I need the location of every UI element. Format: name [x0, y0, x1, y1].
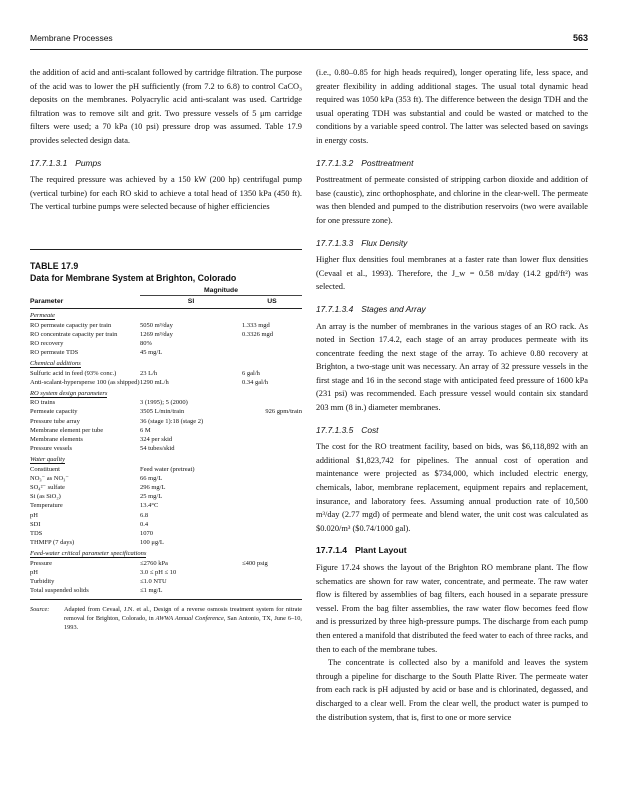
table-cell: ≤400 psig: [242, 559, 268, 567]
table-cell: Turbidity: [30, 578, 55, 586]
table-cell: THMFP (7 days): [30, 539, 75, 547]
table-row: [30, 568, 302, 577]
section-heading-flux: [316, 237, 588, 251]
paragraph: the addition of acid and anti-scalant followed by cartridge filtration. The purpose of the acid was to lower the pH sufficiently (from 7.2 to 6.8) to control CaCO₃ deposits on the membranes. Polyacrylic acid anti-scalant was used. Cartridge filtration was to remove silt and grit. Two pressure vessels of 5 μm carridge filters were used; a 70 kPa (10 psi) pressure drop was assumed. Table 17.9 provides selected design data.: [30, 68, 302, 145]
table-cell: 324 per skid: [140, 436, 173, 444]
table-cell: NO₃⁻ as NO₃⁻: [30, 474, 69, 482]
header-rule: [30, 49, 588, 50]
section-title: Cost: [361, 424, 379, 435]
table-title: Data for Membrane System at Brighton, Colorado: [30, 273, 237, 283]
table-cell: 1.333 mgd: [242, 321, 270, 329]
table-cell: Pressure: [30, 559, 53, 567]
table-category: Chemical additions: [30, 360, 81, 368]
paragraph: Posttreatment of permeate consisted of stripping carbon dioxide and addition of base (caustic), zinc orthophosphate, and chlorine in the clear-well. The permeate was then blended and pumped to the distribution reservoirs (two were available for one pressure zone).: [316, 175, 588, 225]
column-header-si: SI: [187, 298, 195, 306]
table-cell: RO permeate capacity per train: [30, 321, 112, 329]
source-text: [64, 605, 302, 632]
table-cell: Anti-scalant-hypersperse 100 (as shipped): [30, 378, 140, 386]
paragraph: (i.e., 0.80–0.85 for high heads required), longer operating life, less space, and greater flexibility in adding additional stages. The usual total dynamic head required was 1050 kPa (353 ft). The difference between the design TDH and the usual operating TDH was substantial and could be wasted or matched to the conditions by a variable speed control. The latter was selected based on savings in energy costs.: [316, 68, 588, 145]
table-cell: 5050 m³/day: [140, 321, 173, 329]
table-cell: 6.8: [140, 511, 149, 519]
table-cell: TDS: [30, 530, 43, 538]
right-column: [316, 66, 588, 724]
section-number: 17.7.1.3.4: [316, 303, 354, 314]
table-cell: 45 mg/L: [140, 349, 163, 357]
table-cell: RO permeate TDS: [30, 349, 79, 357]
table-cell: 66 mg/L: [140, 474, 163, 482]
table-row: [30, 520, 302, 529]
table-row: [30, 511, 302, 520]
running-title: Membrane Processes: [30, 33, 113, 43]
source-text-c: , San Antonio, TX, June 6–10, 1993.: [64, 614, 302, 631]
table-cell: SDI: [30, 520, 41, 528]
paragraph: The concentrate is collected also by a manifold and leaves the system through a pipeline for discharge to the South Platte River. The permeate water from each rack is pH adjusted by acid or base and is chlorinated, degassed, and discharged to a clear well. From the clear well, the product water is pumped to the distribution system, that is, first to one or more service: [316, 658, 588, 722]
table-cell: Membrane element per tube: [30, 426, 104, 434]
table-cell: 80%: [140, 340, 152, 348]
table-row: [30, 586, 302, 595]
table-row: [30, 529, 302, 538]
paragraph: Figure 17.24 shows the layout of the Brighton RO membrane plant. The flow schematics are shown for raw water, concentrate, and permeate. The raw water flow is filtered by assemblies of bag filters, each housed in a separate pressure vessel. From the bag filter assemblies, the raw water flow becomes feed flow and is pressurized by three high-pressure pumps. The discharge from each pump then entered a manifold that distributed the feed water to each of three racks, and then to each of the membrane tubes.: [316, 563, 588, 654]
table-cell: 0.34 gal/h: [242, 378, 268, 386]
table-cell: 926 gpm/train: [265, 408, 302, 416]
table-row: [30, 538, 302, 547]
table-row: [30, 426, 302, 435]
table-cell: 0.3326 mgd: [242, 330, 274, 338]
table-cell: 1290 mL/h: [140, 378, 169, 386]
section-heading-posttreatment: [316, 157, 588, 171]
table-17-9: [30, 249, 302, 632]
table-cell: Sulfuric acid in feed (93% conc.): [30, 369, 117, 377]
table-row: [30, 348, 302, 357]
table-cell: ≤1.0 NTU: [140, 578, 167, 586]
source-label: Source:: [30, 605, 50, 613]
source-text-a: Adapted from Cevaal, J.N. et al., Design of a reverse osmosis treatment system for nitrate removal for Brighton, Colorado, in: [64, 605, 302, 622]
column-header-us: US: [267, 298, 277, 306]
table-row: [30, 378, 302, 387]
table-bottom-rule: [30, 599, 302, 600]
table-cell: Si (as SiO₂): [30, 493, 61, 501]
section-title: Plant Layout: [355, 545, 407, 556]
table-category: Feed-water critical parameter specifications: [30, 550, 147, 558]
section-title: Stages and Array: [361, 303, 426, 314]
data-table: [30, 284, 302, 596]
table-row: [30, 559, 302, 568]
table-top-rule: [30, 249, 302, 250]
section-number: 17.7.1.3.2: [316, 157, 354, 168]
running-header: [30, 33, 588, 47]
table-cell: 23 L/h: [140, 369, 158, 377]
section-heading-stages: [316, 303, 588, 317]
section-number: 17.7.1.3.3: [316, 237, 354, 248]
section-number: 17.7.1.3.5: [316, 424, 354, 435]
table-cell: Pressure tube array: [30, 417, 80, 425]
table-cell: Permeate capacity: [30, 408, 78, 416]
table-cell: RO recovery: [30, 340, 64, 348]
table-category: RO system design parameters: [30, 390, 108, 398]
paragraph: An array is the number of membranes in the various stages of an RO rack. As noted in Section 17.4.2, each stage of an array produces permeate with its concentrate feeding the next stage of the array. To achieve 0.80 recovery at Brighton, a two-stage unit was necessary. An array of 32 pressure vessels in the first stage and 16 in the second stage with anticipated feed pressure of 1600 kPa (231 psi) was recommended. Each pressure vessel would contain six standard 203 mm (8 in.) diameter membranes.: [316, 321, 588, 413]
table-cell: 54 tubes/skid: [140, 445, 175, 453]
section-title: Pumps: [75, 157, 102, 168]
table-cell: Constituent: [30, 465, 60, 473]
table-cell: 6 gal/h: [242, 369, 260, 377]
table-label: TABLE 17.9: [30, 261, 79, 271]
paragraph: The required pressure was achieved by a 150 kW (200 hp) centrifugal pump (vertical turbine) for each RO skid to achieve a total head of 1350 kPa (450 ft). The vertical turbine pumps were selected because of higher efficiencies: [30, 175, 302, 212]
table-row: [30, 465, 302, 474]
table-cell: 1269 m³/day: [140, 330, 173, 338]
magnitude-header: Magnitude: [140, 284, 302, 296]
table-row: [30, 492, 302, 501]
page-number: 563: [572, 33, 588, 43]
column-header-parameter: Parameter: [30, 297, 64, 305]
table-row: [30, 398, 302, 407]
table-cell: 6 M: [140, 426, 151, 434]
table-cell: RO concentrate capacity per train: [30, 330, 118, 338]
table-row: [30, 577, 302, 586]
section-title: Posttreatment: [361, 157, 414, 168]
table-row: [30, 369, 302, 378]
table-cell: 0.4: [140, 520, 149, 528]
table-cell: 1070: [140, 530, 153, 538]
table-cell: pH: [30, 568, 38, 576]
table-source-note: [30, 605, 302, 632]
table-cell: Membrane elements: [30, 436, 83, 444]
table-row: [30, 474, 302, 483]
table-cell: 36 (stage 1):18 (stage 2): [140, 417, 204, 425]
table-row: [30, 417, 302, 426]
paragraph: The cost for the RO treatment facility, based on bids, was $6,118,892 with an additional $1,823,742 for pipelines. The annual cost of operation and maintenance were projected as $734,000, which included electric energy, chemicals, labor, membrane replacement, equipment repairs and replacement, insurance, and laboratory fees. Assuming annual production rate of 10,500 m³/day (2.77 mgd) of permeate and blend water, the unit cost was calculated as $0.020/m³ ($0.74/1000 gal).: [316, 442, 588, 533]
section-heading-plant-layout: [316, 544, 588, 558]
table-row: [30, 501, 302, 510]
section-title: Flux Density: [361, 237, 408, 248]
paragraph: Higher flux densities foul membranes at a faster rate than lower flux densities (Cevaal et al., 1993). Therefore, the J_w = 0.58 m/day (14.2 gpd/ft²) was selected.: [316, 255, 588, 292]
table-cell: 296 mg/L: [140, 484, 166, 492]
table-row: [30, 444, 302, 453]
table-cell: SO₄²⁻ sulfate: [30, 484, 65, 492]
table-row: [30, 339, 302, 348]
table-cell: ≤1 mg/L: [140, 587, 163, 595]
left-column: [30, 66, 302, 214]
table-cell: RO trains: [30, 399, 56, 407]
section-number: 17.7.1.4: [316, 545, 348, 556]
table-category: Permeate: [30, 312, 55, 320]
table-cell: pH: [30, 511, 38, 519]
section-heading-cost: [316, 424, 588, 438]
table-row: [30, 483, 302, 492]
table-row: [30, 435, 302, 444]
table-cell: 100 μg/L: [140, 539, 164, 547]
table-cell: 13.4°C: [140, 502, 159, 510]
section-heading-pumps: [30, 157, 302, 171]
table-cell: 25 mg/L: [140, 493, 163, 501]
table-cell: 3 (1995); 5 (2000): [140, 399, 188, 407]
table-category: Water quality: [30, 456, 65, 464]
table-cell: Total suspended solids: [30, 587, 89, 595]
table-cell: 3505 L/min/train: [140, 408, 185, 416]
table-row: [30, 321, 302, 330]
section-number: 17.7.1.3.1: [30, 157, 68, 168]
table-row: [30, 407, 302, 416]
table-cell: ≤2760 kPa: [140, 559, 168, 567]
table-row: [30, 330, 302, 339]
table-cell: Pressure vessels: [30, 445, 73, 453]
source-text-b: AWWA Annual Conference: [155, 614, 224, 622]
table-cell: Feed water (pretreat): [140, 465, 195, 473]
table-cell: 3.0 ≤ pH ≤ 10: [140, 568, 177, 576]
table-cell: Temperature: [30, 502, 63, 510]
